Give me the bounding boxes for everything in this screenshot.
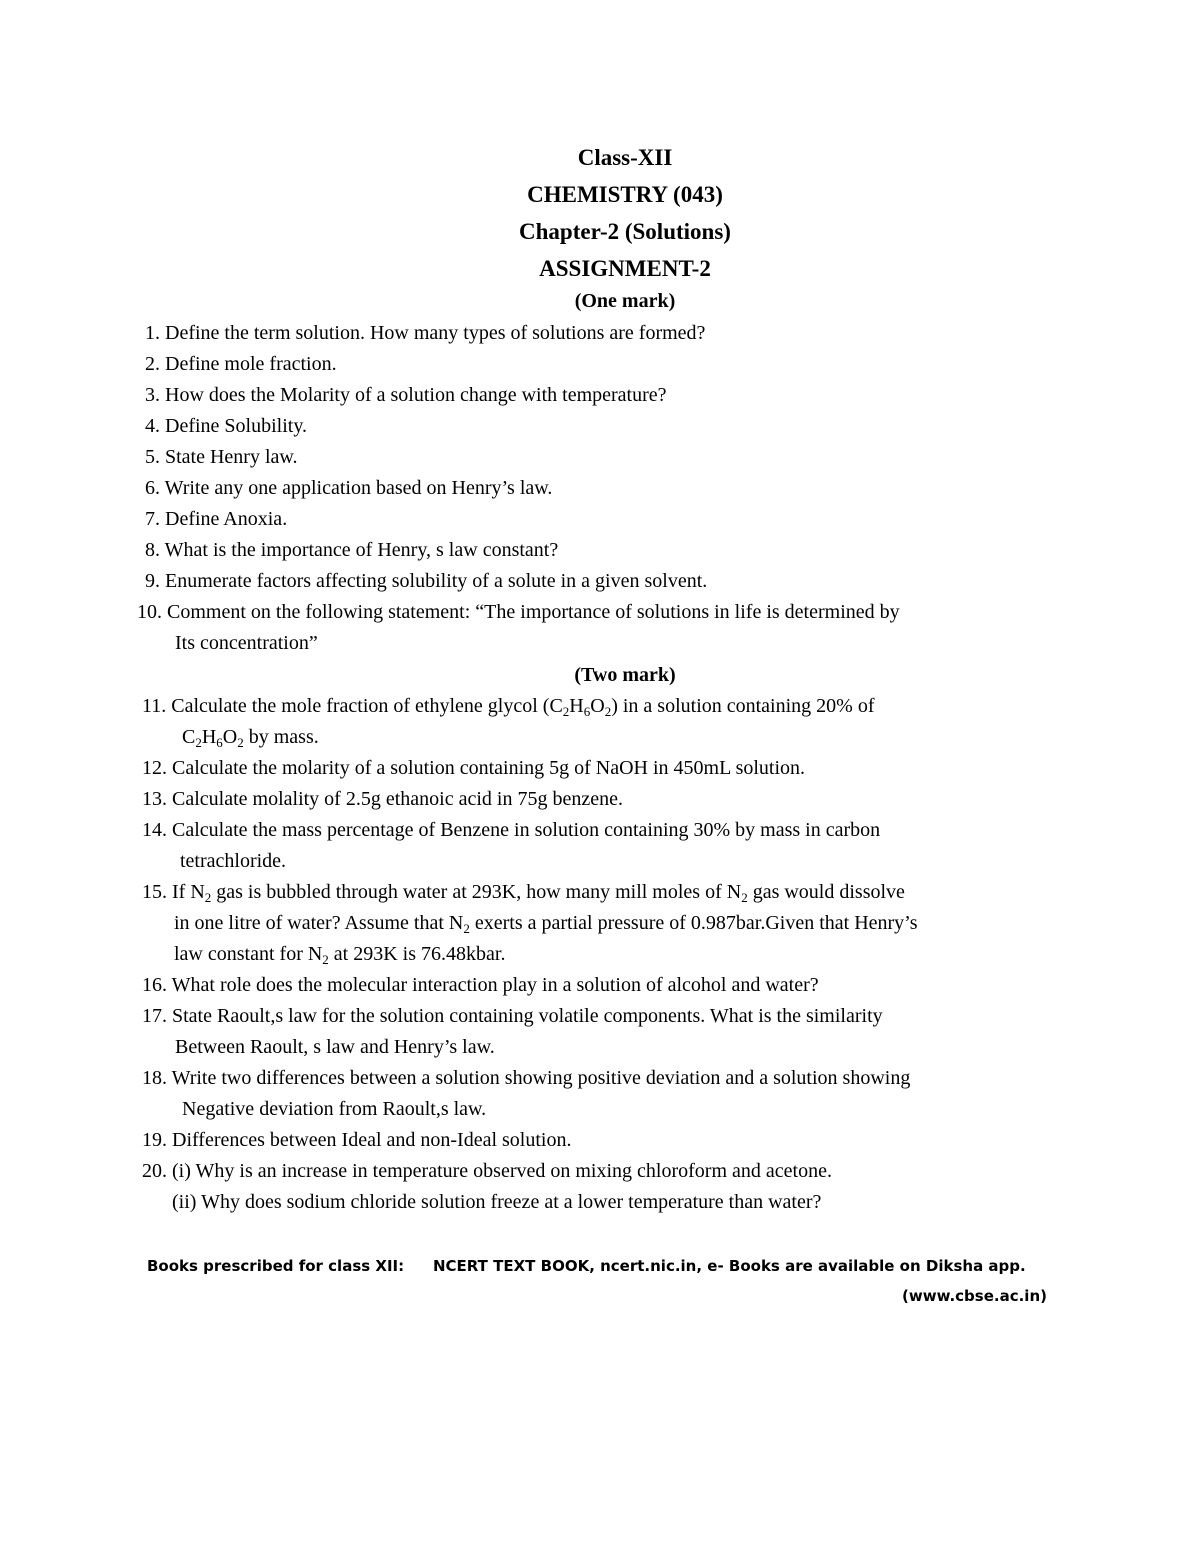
question-15-continuation-1: in one litre of water? Assume that $N_2$ exerts a partial pressure of 0.987bar.Given that Henry’s (174, 912, 918, 936)
question-6: 6. Write any one application based on Henry’s law. (145, 477, 553, 499)
question-15-continuation-2: law constant for $N_2$ at 293K is 76.48kbar. (174, 943, 506, 967)
question-10: 10. Comment on the following statement: “The importance of solutions in life is determined by (137, 601, 900, 623)
question-20-part-ii: (ii) Why does sodium chloride solution freeze at a lower temperature than water? (172, 1191, 822, 1213)
chapter-title: Chapter-2 (Solutions) (519, 219, 731, 244)
assignment-title: ASSIGNMENT-2 (539, 256, 711, 281)
question-3: 3. How does the Molarity of a solution change with temperature? (145, 384, 667, 406)
question-9: 9. Enumerate factors affecting solubility of a solute in a given solvent. (145, 570, 708, 592)
question-12: 12. Calculate the molarity of a solution containing 5g of NaOH in 450mL solution. (142, 757, 806, 779)
question-19: 19. Differences between Ideal and non-Ideal solution. (142, 1129, 572, 1151)
question-13: 13. Calculate molality of 2.5g ethanoic acid in 75g benzene. (142, 788, 623, 810)
question-10-continuation: Its concentration” (175, 632, 318, 654)
question-20: 20. (i) Why is an increase in temperature observed on mixing chloroform and acetone. (142, 1160, 832, 1182)
question-8: 8. What is the importance of Henry, s law constant? (145, 539, 559, 561)
footer-books-label: Books prescribed for class XII: (147, 1257, 405, 1275)
question-1: 1. Define the term solution. How many types of solutions are formed? (145, 322, 706, 344)
question-14: 14. Calculate the mass percentage of Benzene in solution containing 30% by mass in carbon (142, 819, 881, 841)
footer-website-link[interactable]: (www.cbse.ac.in) (902, 1287, 1047, 1305)
question-7: 7. Define Anoxia. (145, 508, 288, 530)
question-14-continuation: tetrachloride. (180, 850, 287, 872)
question-11-continuation: $C_2H_6O_2$ by mass. (182, 726, 319, 750)
class-title: Class-XII (577, 145, 673, 170)
question-4: 4. Define Solubility. (145, 415, 308, 437)
question-15: 15. If $N_2$ gas is bubbled through water at 293K, how many mill moles of $N_2$ gas would dissolve (142, 881, 905, 905)
question-17-continuation: Between Raoult, s law and Henry’s law. (175, 1036, 495, 1058)
question-11: 11. Calculate the mole fraction of ethylene glycol $(C_2H_6O_2)$ in a solution containing 20% of (142, 695, 875, 719)
footer-books-text: NCERT TEXT BOOK, ncert.nic.in, e- Books are available on Diksha app. (433, 1257, 1026, 1275)
question-18-continuation: Negative deviation from Raoult,s law. (182, 1098, 487, 1120)
question-16: 16. What role does the molecular interaction play in a solution of alcohol and water? (142, 974, 819, 996)
subject-title: CHEMISTRY (043) (527, 182, 723, 207)
question-2: 2. Define mole fraction. (145, 353, 337, 375)
two-mark-section-heading: (Two mark) (574, 664, 676, 686)
one-mark-section-heading: (One mark) (574, 290, 676, 312)
question-17: 17. State Raoult,s law for the solution containing volatile components. What is the similarity (142, 1005, 883, 1027)
question-5: 5. State Henry law. (145, 446, 298, 468)
question-18: 18. Write two differences between a solution showing positive deviation and a solution showing (142, 1067, 911, 1089)
